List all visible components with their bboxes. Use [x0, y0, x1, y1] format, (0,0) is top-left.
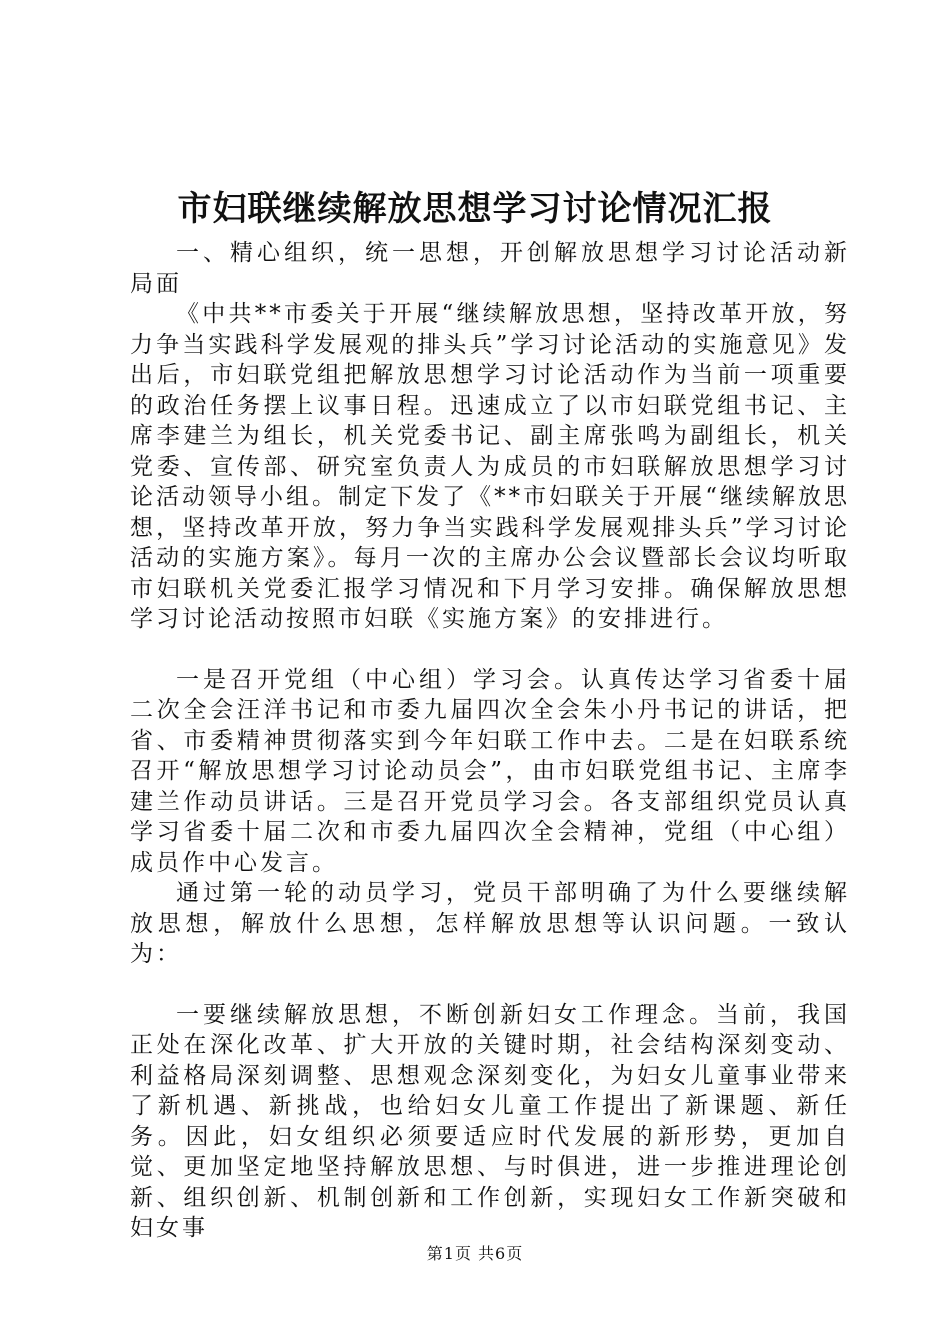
page-number-footer: 第1页 共6页	[426, 1244, 524, 1263]
body-paragraph: 《中共**市委关于开展“继续解放思想，坚持改革开放，努力争当实践科学发展观的排头兵”学习讨论活动的实施意见》发出后，市妇联党组把解放思想学习讨论活动作为当前一项重要的政治任务摆上议事日程。迅速成立了以市妇联党组书记、主席李建兰为组长，机关党委书记、副主席张鸣为副组长，机关党委、宣传部、研究室负责人为成员的市妇联解放思想学习讨论活动领导小组。制定下发了《**市妇联关于开展“继续解放思想，坚持改革开放，努力争当实践科学发展观排头兵”学习讨论活动的实施方案》。每月一次的主席办公会议暨部长会议均听取市妇联机关党委汇报学习情况和下月学习安排。确保解放思想学习讨论活动按照市妇联《实施方案》的安排进行。	[130, 301, 850, 632]
section-heading: 一、精心组织，统一思想，开创解放思想学习讨论活动新局面	[130, 240, 850, 297]
document-body	[130, 238, 850, 1244]
body-paragraph: 一要继续解放思想，不断创新妇女工作理念。当前，我国正处在深化改革、扩大开放的关键时期，社会结构深刻变动、利益格局深刻调整、思想观念深刻变化，为妇女儿童事业带来了新机遇、新挑战，也给妇女儿童工作提出了新课题、新任务。因此，妇女组织必须要适应时代发展的新形势，更加自觉、更加坚定地坚持解放思想、与时俱进，进一步推进理论创新、组织创新、机制创新和工作创新，实现妇女工作新突破和妇女事	[130, 1001, 850, 1241]
body-paragraph: 通过第一轮的动员学习，党员干部明确了为什么要继续解放思想，解放什么思想，怎样解放思想等认识问题。一致认为：	[130, 880, 850, 967]
body-paragraph: 一是召开党组（中心组）学习会。认真传达学习省委十届二次全会汪洋书记和市委九届四次全会朱小丹书记的讲话，把省、市委精神贯彻落实到今年妇联工作中去。二是在妇联系统召开“解放思想学习讨论动员会”，由市妇联党组书记、主席李建兰作动员讲话。三是召开党员学习会。各支部组织党员认真学习省委十届二次和市委九届四次全会精神，党组（中心组）成员作中心发言。	[130, 666, 850, 876]
document-title: 市妇联继续解放思想学习讨论情况汇报	[177, 189, 773, 229]
